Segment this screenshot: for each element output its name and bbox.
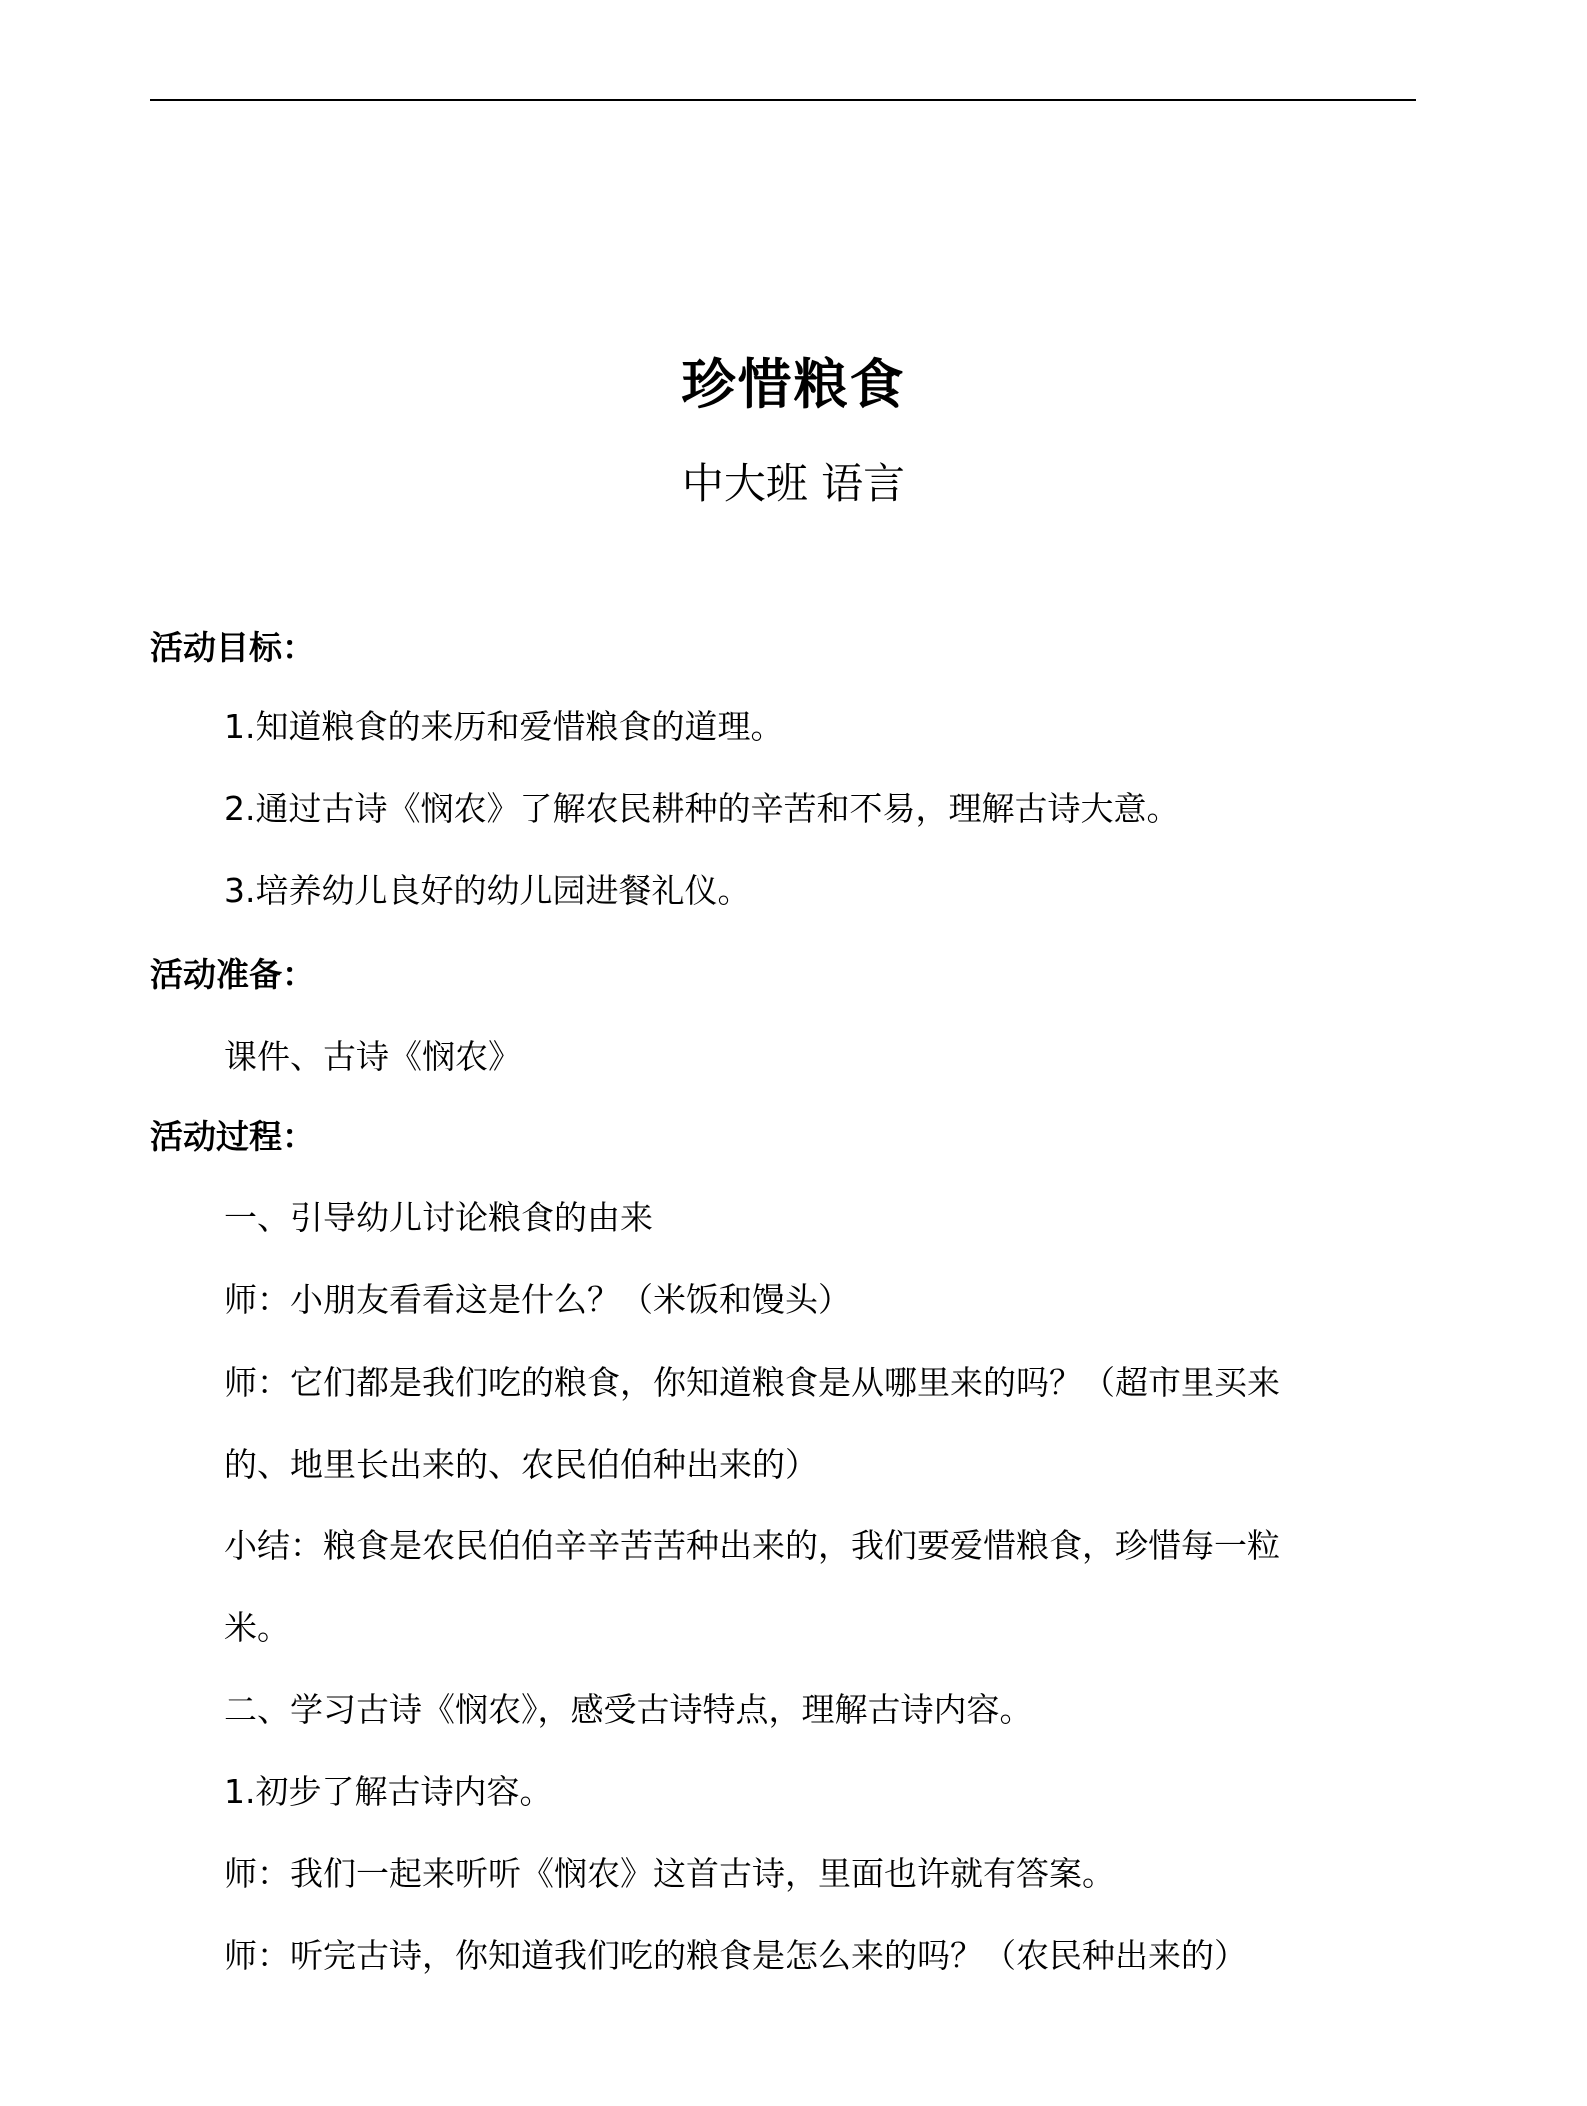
process-line: 的、地里长出来的、农民伯伯种出来的） xyxy=(224,1445,818,1484)
process-line: 米。 xyxy=(224,1608,290,1647)
process-line: 师：它们都是我们吃的粮食，你知道粮食是从哪里来的吗？（超市里买来 xyxy=(224,1363,1280,1402)
header-rule xyxy=(150,99,1416,101)
process-line: 师：小朋友看看这是什么？（米饭和馒头） xyxy=(224,1280,851,1319)
goal-item: 3.培养幼儿良好的幼儿园进餐礼仪。 xyxy=(224,871,751,910)
document-title: 珍惜粮食 xyxy=(681,353,906,416)
goal-item: 1.知道粮食的来历和爱惜粮食的道理。 xyxy=(224,707,784,746)
process-line: 一、引导幼儿讨论粮食的由来 xyxy=(224,1198,653,1237)
preparation-item: 课件、古诗《悯农》 xyxy=(224,1037,521,1076)
process-line: 师：我们一起来听听《悯农》这首古诗，里面也许就有答案。 xyxy=(224,1854,1115,1893)
process-line: 师：听完古诗，你知道我们吃的粮食是怎么来的吗？（农民种出来的） xyxy=(224,1936,1247,1975)
process-line: 二、学习古诗《悯农》，感受古诗特点，理解古诗内容。 xyxy=(224,1690,1033,1729)
section-heading-preparation: 活动准备： xyxy=(150,955,315,994)
section-heading-goals: 活动目标： xyxy=(150,628,315,667)
process-line: 小结：粮食是农民伯伯辛辛苦苦种出来的，我们要爱惜粮食，珍惜每一粒 xyxy=(224,1526,1280,1565)
process-line: 1.初步了解古诗内容。 xyxy=(224,1772,553,1811)
section-heading-process: 活动过程： xyxy=(150,1117,315,1156)
document-subtitle: 中大班 语言 xyxy=(681,459,906,508)
goal-item: 2.通过古诗《悯农》了解农民耕种的辛苦和不易，理解古诗大意。 xyxy=(224,789,1180,828)
